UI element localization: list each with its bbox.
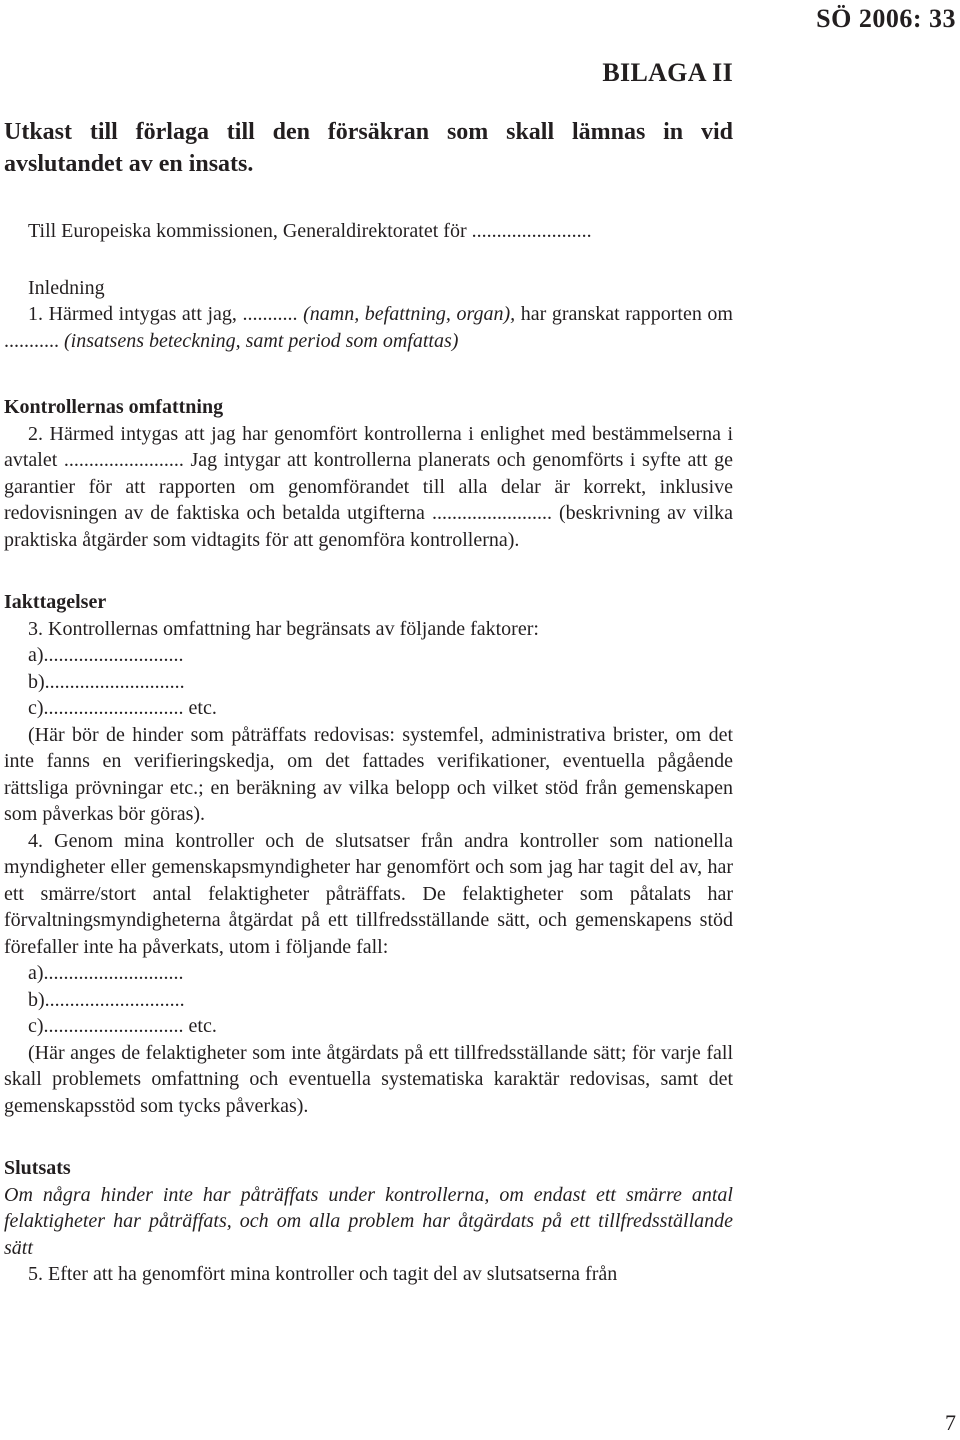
intro-p1-text: 1. Härmed intygas att jag, ........... [28, 303, 304, 325]
p3-item-a: a)............................ [28, 644, 184, 666]
p3-note: (Här bör de hinder som påträffats redovisas: systemfel, administrativa brister, om det inte fanns en verifieringskedja, om det fattades verifikationer, eventuella pågående rättsliga prövningar etc.; en beräkning av vilka belopp och vilket stöd från gemenskapen som påverkas bör göras). [4, 723, 733, 825]
p3-item-c: c)............................ etc. [28, 697, 217, 719]
conclusion-italic-text: Om några hinder inte har påträffats under kontrollerna, om endast ett smärre antal felaktigheter har påträffats, och om alla problem har åtgärdats på ett tillfredsställande sätt [4, 1183, 733, 1259]
intro-p1-italic-scope: (insatsens beteckning, samt period som omfattas) [64, 329, 459, 352]
document-body [4, 116, 733, 1288]
addressee-line: Till Europeiska kommissionen, Generaldirektoratet för ........................ [28, 220, 592, 242]
observations-heading: Iakttagelser [4, 591, 107, 613]
intro-paragraph-1 [4, 301, 733, 354]
scope-heading: Kontrollernas omfattning [4, 396, 224, 418]
p4-item-c: c)............................ etc. [28, 1015, 217, 1037]
p4-item-b: b)............................ [28, 988, 185, 1011]
observations-paragraph-3: 3. Kontrollernas omfattning har begränsats av följande faktorer: [28, 617, 539, 640]
p4-note: (Här anges de felaktigheter som inte åtgärdats på ett tillfredsställande sätt; för varje fall skall problemets omfattning och eventuella systematiska karaktär redovisas, samt det gemenskapsstöd som tycks påverkas). [4, 1041, 733, 1117]
conclusion-paragraph-5: 5. Efter att ha genomfört mina kontroller och tagit del av slutsatserna från [28, 1263, 618, 1285]
conclusion-heading: Slutsats [4, 1157, 71, 1179]
p4-item-a: a)............................ [28, 962, 184, 984]
intro-p1-italic-name: (namn, befattning, organ), [303, 303, 516, 325]
appendix-label: BILAGA II [602, 58, 733, 87]
scope-paragraph-2: 2. Härmed intygas att jag har genomfört kontrollerna i enlighet med bestämmelserna i avtalet ........................ Jag intygar att kontrollerna planerats och genomförts i syfte att ge garantier för att rapporten om genomförandet till alla delar är korrekt, inklusive redovisningen av de faktiska och betalda utgifterna ........................ (beskrivning av vilka praktiska åtgärder som vidtagits för att genomföra kontrollerna). [4, 422, 733, 551]
page-number: 7 [945, 1410, 956, 1435]
document-title: Utkast till förlaga till den försäkran som skall lämnas in vid avslutandet av en insats. [4, 119, 733, 177]
intro-heading: Inledning [28, 276, 105, 299]
observations-paragraph-4: 4. Genom mina kontroller och de slutsatser från andra kontroller som nationella myndigheter eller gemenskapsmyndigheter har genomfört och som jag har tagit del av, har ett smärre/stort antal felaktigheter påträffats. De felaktigheter som påtalats har förvaltningsmyndigheterna åtgärdat på ett tillfredsställande sätt, och gemenskapens stöd förefaller inte ha påverkats, utom i följande fall: [4, 829, 733, 958]
intro-p1-text-2: har granskat rapporten om ........... [4, 303, 733, 352]
p3-item-b: b)............................ [28, 670, 185, 693]
page-header-reference: SÖ 2006: 33 [816, 4, 956, 33]
